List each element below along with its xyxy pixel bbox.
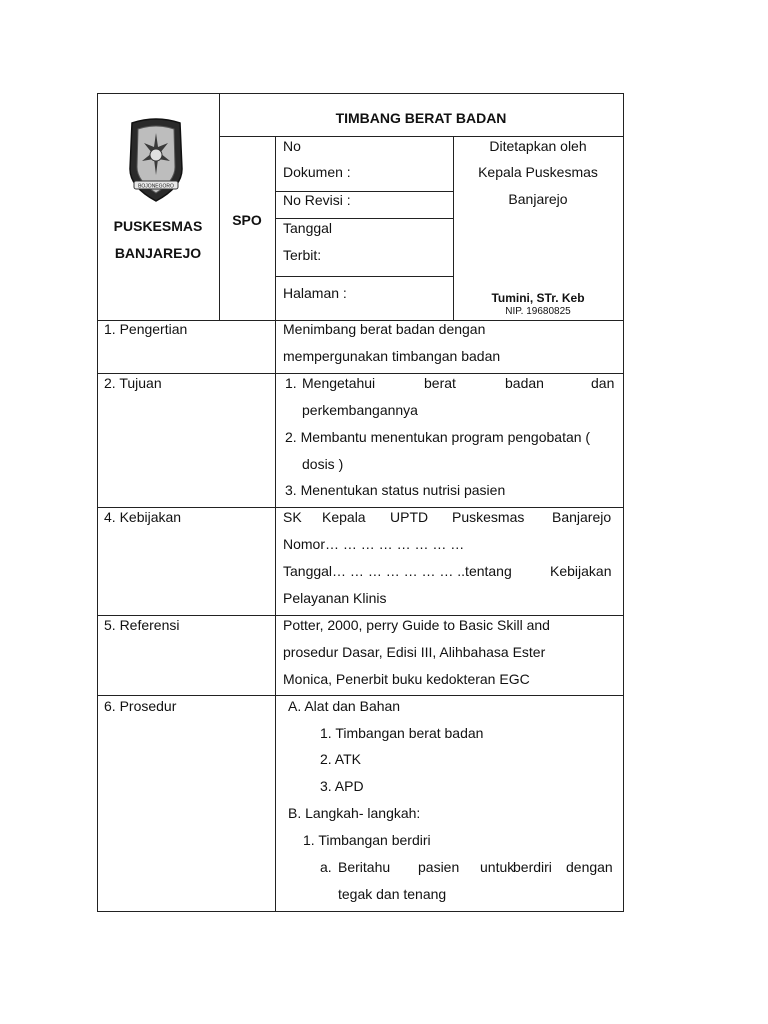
kebijakan-nomor: Nomor… … … … … … … … bbox=[283, 536, 465, 552]
tujuan-item2: 2. Membantu menentukan program pengobatan ( bbox=[285, 429, 591, 445]
kebijakan-word: UPTD bbox=[390, 509, 429, 525]
prosedur-a-item: 2. ATK bbox=[320, 751, 361, 767]
prosedur-b1a-word: untuk bbox=[480, 859, 515, 875]
tujuan-item3: 3. Menentukan status nutrisi pasien bbox=[285, 482, 506, 498]
referensi-line: prosedur Dasar, Edisi III, Alihbahasa Ester bbox=[283, 644, 546, 660]
no-revisi-label: No Revisi : bbox=[283, 192, 351, 208]
no-dokumen-line2: Dokumen : bbox=[283, 164, 351, 180]
spo-label: SPO bbox=[232, 212, 262, 228]
prosedur-b1a-cont: tegak dan tenang bbox=[338, 886, 447, 902]
tujuan-label: 2. Tujuan bbox=[104, 375, 162, 391]
kebijakan-label: 4. Kebijakan bbox=[104, 509, 182, 525]
prosedur-a-title: A. Alat dan Bahan bbox=[288, 698, 401, 714]
tujuan-item1-word: dan bbox=[591, 375, 615, 391]
tujuan-item2-cont: dosis ) bbox=[302, 456, 344, 472]
prosedur-b1a-num: a. bbox=[320, 859, 332, 875]
kebijakan-word: SK bbox=[283, 509, 302, 525]
pengertian-label: 1. Pengertian bbox=[104, 321, 188, 337]
org-name-line1: PUSKESMAS bbox=[113, 218, 203, 234]
no-dokumen-line1: No bbox=[283, 138, 301, 154]
prosedur-a-item: 1. Timbangan berat badan bbox=[320, 725, 484, 741]
tujuan-item1-word: badan bbox=[505, 375, 544, 391]
org-name-line2: BANJAREJO bbox=[114, 245, 202, 261]
prosedur-b1a-word: pasien bbox=[418, 859, 460, 875]
prosedur-b-title: B. Langkah- langkah: bbox=[288, 805, 421, 821]
regency-emblem-logo bbox=[124, 117, 188, 205]
kebijakan-word: Puskesmas bbox=[452, 509, 525, 525]
tanggal-terbit-line1: Tanggal bbox=[283, 220, 333, 236]
pengertian-line: Menimbang berat badan dengan bbox=[283, 321, 486, 337]
halaman-label: Halaman : bbox=[283, 285, 347, 301]
tujuan-item1-cont: perkembangannya bbox=[302, 402, 418, 418]
prosedur-b1a-word: Beritahu bbox=[338, 859, 391, 875]
kebijakan-tanggal: Tanggal… … … … … … … ..tentang bbox=[283, 563, 512, 579]
kebijakan-word: Kepala bbox=[322, 509, 366, 525]
ditetapkan-line3: Banjarejo bbox=[508, 191, 568, 207]
referensi-label: 5. Referensi bbox=[104, 617, 180, 633]
prosedur-a-item: 3. APD bbox=[320, 778, 364, 794]
prosedur-label: 6. Prosedur bbox=[104, 698, 177, 714]
tujuan-item1-word: Mengetahui bbox=[302, 375, 376, 391]
signer-name: Tumini, STr. Keb bbox=[491, 291, 585, 305]
document-title: TIMBANG BERAT BADAN bbox=[335, 110, 507, 126]
referensi-line: Potter, 2000, perry Guide to Basic Skill and bbox=[283, 617, 550, 633]
kebijakan-word: Kebijakan bbox=[550, 563, 612, 579]
referensi-line: Monica, Penerbit buku kedokteran EGC bbox=[283, 671, 530, 687]
prosedur-b1a-word: dengan bbox=[566, 859, 613, 875]
kebijakan-word: Banjarejo bbox=[552, 509, 612, 525]
kebijakan-line4: Pelayanan Klinis bbox=[283, 590, 387, 606]
tujuan-item1-num: 1. bbox=[285, 375, 297, 391]
tujuan-item1-word: berat bbox=[424, 375, 456, 391]
prosedur-b1a-word: berdiri bbox=[513, 859, 552, 875]
signer-nip: NIP. 19680825 bbox=[505, 306, 571, 317]
pengertian-line: mempergunakan timbangan badan bbox=[283, 348, 501, 364]
svg-text:BOJONEGORO: BOJONEGORO bbox=[138, 183, 174, 190]
prosedur-b1: 1. Timbangan berdiri bbox=[303, 832, 431, 848]
ditetapkan-line1: Ditetapkan oleh bbox=[489, 138, 587, 154]
tanggal-terbit-line2: Terbit: bbox=[283, 247, 322, 263]
ditetapkan-line2: Kepala Puskesmas bbox=[478, 164, 598, 180]
